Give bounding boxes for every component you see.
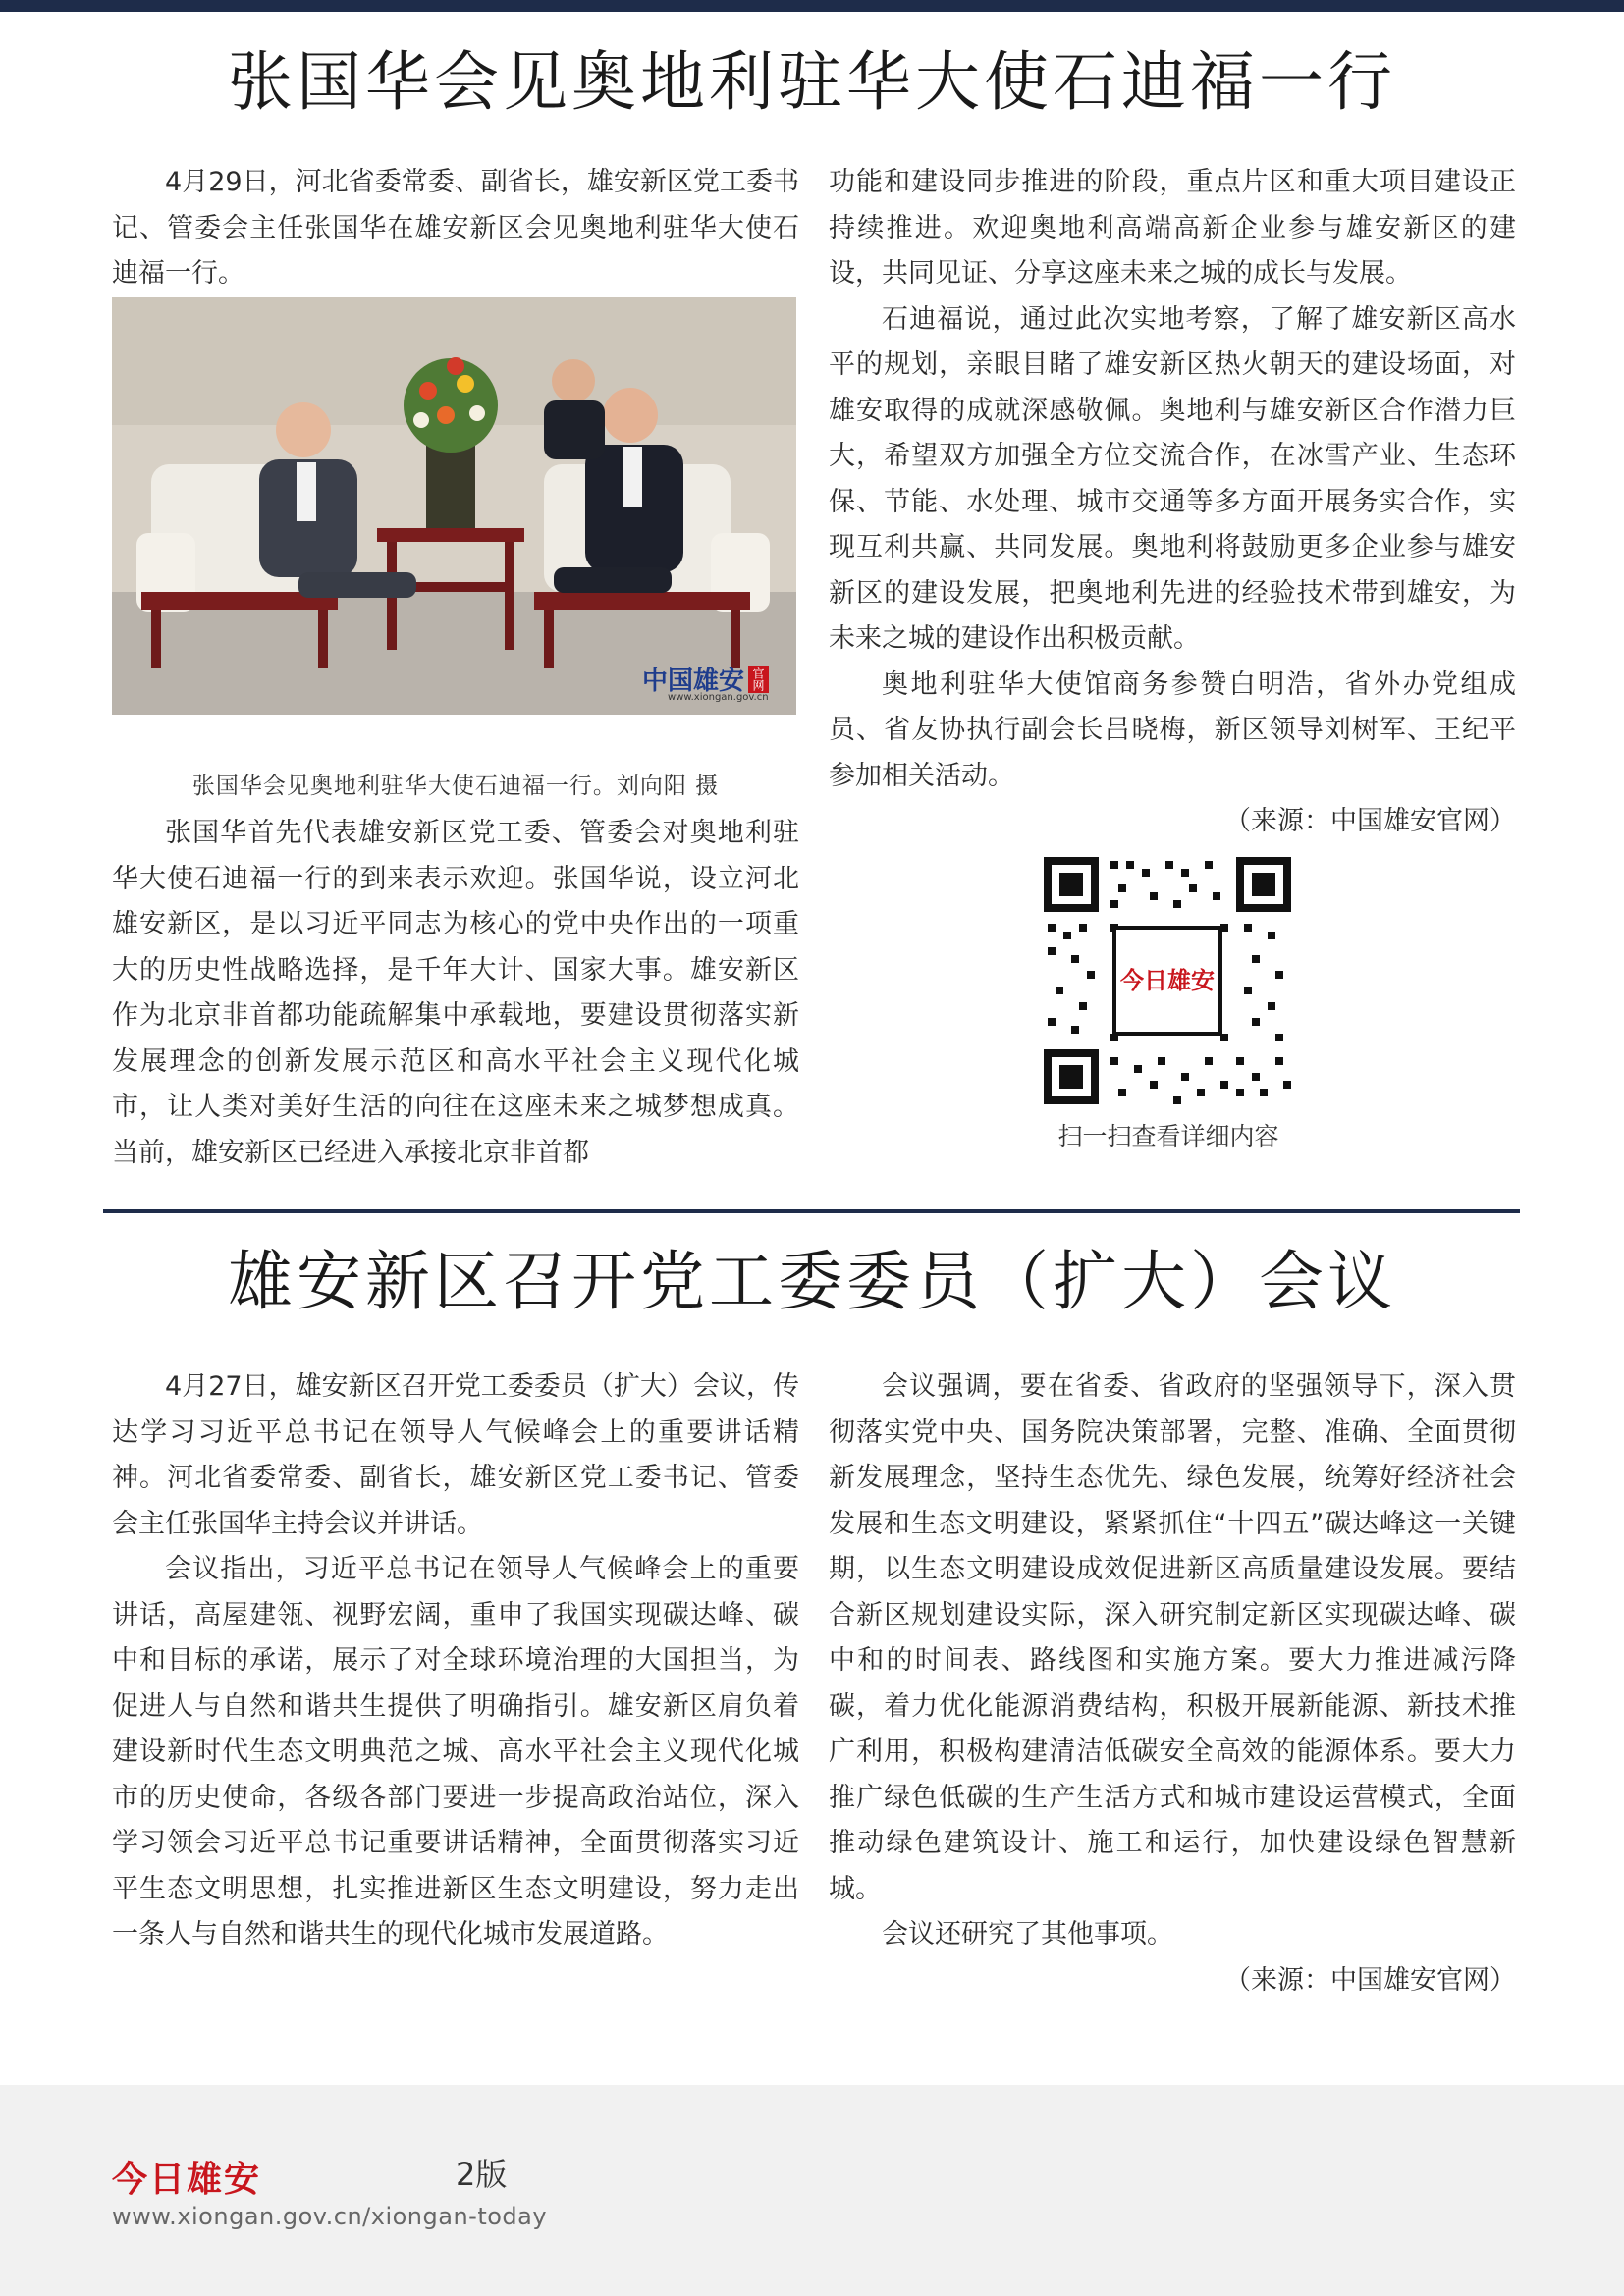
paragraph: 4月29日，河北省委常委、副省长，雄安新区党工委书记、管委会主任张国华在雄安新区会见奥地利驻华大使石迪福一行。 <box>112 167 799 289</box>
paragraph: 会议强调，要在省委、省政府的坚强领导下，深入贯彻落实党中央、国务院决策部署，完整、准确、全面贯彻新发展理念，坚持生态优先、绿色发展，统筹好经济社会发展和生态文明建设，紧紧抓住“十四五”碳达峰这一关键期，以生态文明建设成效促进新区高质量建设发展。要结合新区规划建设实际，深入研究制定新区实现碳达峰、碳中和的时间表、路线图和实施方案。要大力推进减污降碳，着力优化能源消费结构，积极开展新能源、新技术推广利用，积极构建清洁低碳安全高效的能源体系。要大力推广绿色低碳的生产生活方式和城市建设运营模式，全面推动绿色建筑设计、施工和运行，加快建设绿色智慧新城。 <box>829 1371 1516 1904</box>
article1-headline: 张国华会见奥地利驻华大使石迪福一行 <box>228 44 1396 120</box>
qr-label: 扫一扫查看详细内容 <box>1057 1122 1279 1150</box>
footer-url[interactable]: www.xiongan.gov.cn/xiongan-today <box>112 2203 548 2230</box>
photo-watermark-text: 中国雄安 <box>642 667 745 696</box>
meeting-photo-illustration <box>112 297 796 715</box>
article1-left-bottom <box>112 811 799 1176</box>
paragraph: 会议还研究了其他事项。 <box>882 1919 1173 1949</box>
paragraph: 会议指出，习近平总书记在领导人气候峰会上的重要讲话，高屋建瓴、视野宏阔，重申了我国实现碳达峰、碳中和目标的承诺，展示了对全球环境治理的大国担当，为促进人与自然和谐共生提供了明确指引。雄安新区肩负着建设新时代生态文明典范之城、高水平社会主义现代化城市的历史使命，各级各部门要进一步提高政治站位，深入学习领会习近平总书记重要讲话精神，全面贯彻落实习近平生态文明思想，扎实推进新区生态文明建设，努力走出一条人与自然和谐共生的现代化城市发展道路。 <box>112 1554 799 1949</box>
article2-right-column <box>829 1364 1516 2003</box>
qr-center-logo: 今日雄安 <box>1120 966 1215 994</box>
article1-source: （来源：中国雄安官网） <box>1224 806 1516 836</box>
paragraph: 奥地利驻华大使馆商务参赞白明浩，省外办党组成员、省友协执行副会长吕晓梅，新区领导刘树军、王纪平参加相关活动。 <box>829 668 1516 791</box>
article2-left-column <box>112 1364 799 1958</box>
article1-photo <box>112 297 796 715</box>
page-number: 2版 <box>456 2156 508 2193</box>
paragraph: 4月27日，雄安新区召开党工委委员（扩大）会议，传达学习习近平总书记在领导人气候峰会上的重要讲话精神。河北省委常委、副省长，雄安新区党工委书记、管委会主任张国华主持会议并讲话。 <box>112 1371 799 1539</box>
footer-logo: 今日雄安 <box>112 2159 262 2200</box>
photo-watermark-url: www.xiongan.gov.cn <box>668 692 769 703</box>
section-divider <box>103 1209 1520 1213</box>
qr-pattern <box>1044 857 1291 1104</box>
article1-right-column <box>829 160 1516 845</box>
paragraph-continuation: 功能和建设同步推进的阶段，重点片区和重大项目建设正持续推进。欢迎奥地利高端高新企业参与雄安新区的建设，共同见证、分享这座未来之城的成长与发展。 <box>829 167 1516 289</box>
qr-code[interactable] <box>1044 857 1291 1104</box>
paragraph: 石迪福说，通过此次实地考察，了解了雄安新区高水平的规划，亲眼目睹了雄安新区热火朝天的建设场面，对雄安取得的成就深感敬佩。奥地利与雄安新区合作潜力巨大，希望双方加强全方位交流合作，在冰雪产业、生态环保、节能、水处理、城市交通等多方面开展务实合作，实现互利共赢、共同发展。奥地利将鼓励更多企业参与雄安新区的建设发展，把奥地利先进的经验技术带到雄安，为未来之城的建设作出积极贡献。 <box>829 303 1516 654</box>
paragraph: 张国华首先代表雄安新区党工委、管委会对奥地利驻华大使石迪福一行的到来表示欢迎。张国华说，设立河北雄安新区，是以习近平同志为核心的党中央作出的一项重大的历史性战略选择，是千年大计、国家大事。雄安新区作为北京非首都功能疏解集中承载地，要建设贯彻落实新发展理念的创新发展示范区和高水平社会主义现代化城市，让人类对美好生活的向往在这座未来之城梦想成真。当前，雄安新区已经进入承接北京非首都 <box>112 818 799 1168</box>
photo-watermark-tag: 官网 <box>748 666 769 693</box>
article1-lead <box>112 160 799 297</box>
article2-headline: 雄安新区召开党工委委员（扩大）会议 <box>228 1244 1396 1319</box>
top-bar <box>0 0 1624 12</box>
article2-source: （来源：中国雄安官网） <box>1224 1964 1516 1996</box>
photo-caption: 张国华会见奥地利驻华大使石迪福一行。刘向阳 摄 <box>191 774 720 799</box>
